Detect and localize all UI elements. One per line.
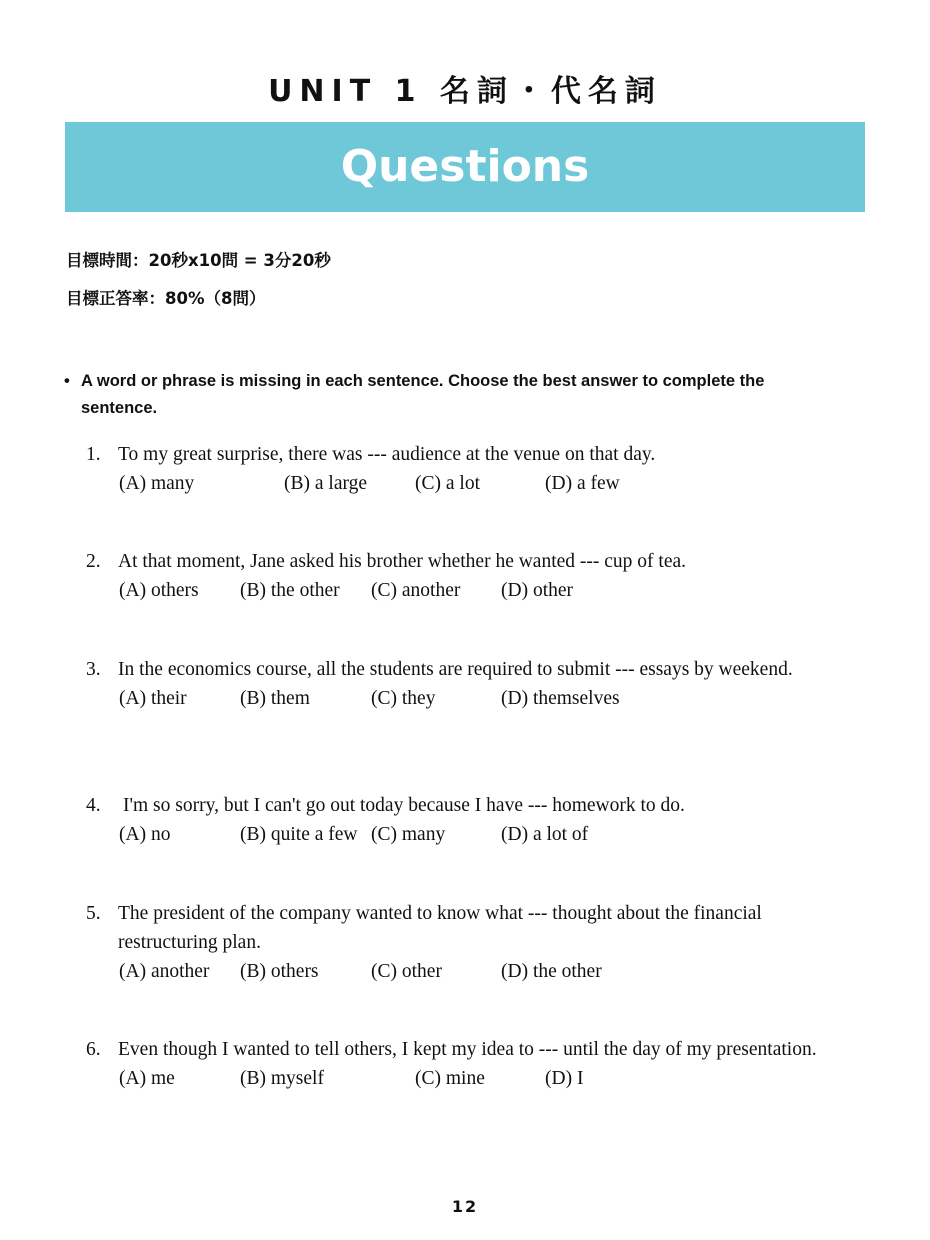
choices <box>119 957 866 986</box>
choice-b: (B) them <box>240 688 310 709</box>
question-2 <box>86 547 866 605</box>
choice-d: (D) I <box>545 1068 584 1089</box>
instruction-text: A word or phrase is missing in each sentence. Choose the best answer to complete the sentence. <box>81 372 765 417</box>
choice-d: (D) a few <box>545 473 620 494</box>
choice-a: (A) their <box>119 688 187 709</box>
question-text: Even though I wanted to tell others, I kept my idea to --- until the day of my presentation. <box>118 1039 817 1060</box>
choices <box>119 684 866 713</box>
question-4 <box>86 791 866 849</box>
page-number: 12 <box>451 1197 479 1216</box>
instruction <box>64 368 844 422</box>
choice-c: (C) many <box>371 824 446 845</box>
banner-title: Questions <box>340 141 590 192</box>
question-5 <box>86 899 866 986</box>
choice-a: (A) no <box>119 824 171 845</box>
question-1 <box>86 440 866 498</box>
question-text: At that moment, Jane asked his brother whether he wanted --- cup of tea. <box>118 551 687 572</box>
choice-b: (B) myself <box>240 1068 324 1089</box>
choice-c: (C) another <box>371 580 461 601</box>
choice-d: (D) the other <box>501 961 602 982</box>
choice-b: (B) the other <box>240 580 340 601</box>
question-text: To my great surprise, there was --- audience at the venue on that day. <box>118 444 656 465</box>
choice-a: (A) me <box>119 1068 175 1089</box>
choice-b: (B) others <box>240 961 319 982</box>
choice-c: (C) they <box>371 688 436 709</box>
choice-d: (D) a lot of <box>501 824 589 845</box>
unit-title: UNIT 1 名詞・代名詞 <box>268 74 662 109</box>
choice-a: (A) many <box>119 473 195 494</box>
choice-c: (C) other <box>371 961 442 982</box>
question-number: 1. <box>86 444 101 465</box>
choices <box>119 469 866 498</box>
choices <box>119 820 866 849</box>
question-number: 3. <box>86 659 101 680</box>
question-number: 6. <box>86 1039 101 1060</box>
choice-b: (B) a large <box>284 473 368 494</box>
choice-c: (C) a lot <box>415 473 480 494</box>
target-time: 目標時間：20秒x10問 = 3分20秒 <box>66 251 331 270</box>
choice-a: (A) another <box>119 961 210 982</box>
choice-d: (D) other <box>501 580 574 601</box>
question-number: 4. <box>86 795 101 816</box>
question-number: 2. <box>86 551 101 572</box>
question-6 <box>86 1035 866 1093</box>
choice-d: (D) themselves <box>501 688 620 709</box>
question-text: I'm so sorry, but I can't go out today because I have --- homework to do. <box>123 795 685 816</box>
bullet-icon: • <box>64 372 70 390</box>
choice-a: (A) others <box>119 580 199 601</box>
questions-banner <box>65 122 865 212</box>
choices <box>119 1064 866 1093</box>
target-accuracy: 目標正答率：80%（8問） <box>66 289 266 308</box>
choice-c: (C) mine <box>415 1068 485 1089</box>
question-text: The president of the company wanted to know what --- thought about the financial restructuring plan. <box>118 903 762 953</box>
choice-b: (B) quite a few <box>240 824 358 845</box>
choices <box>119 576 866 605</box>
question-number: 5. <box>86 903 101 924</box>
question-3 <box>86 655 866 713</box>
question-text: In the economics course, all the students are required to submit --- essays by weekend. <box>118 659 793 680</box>
